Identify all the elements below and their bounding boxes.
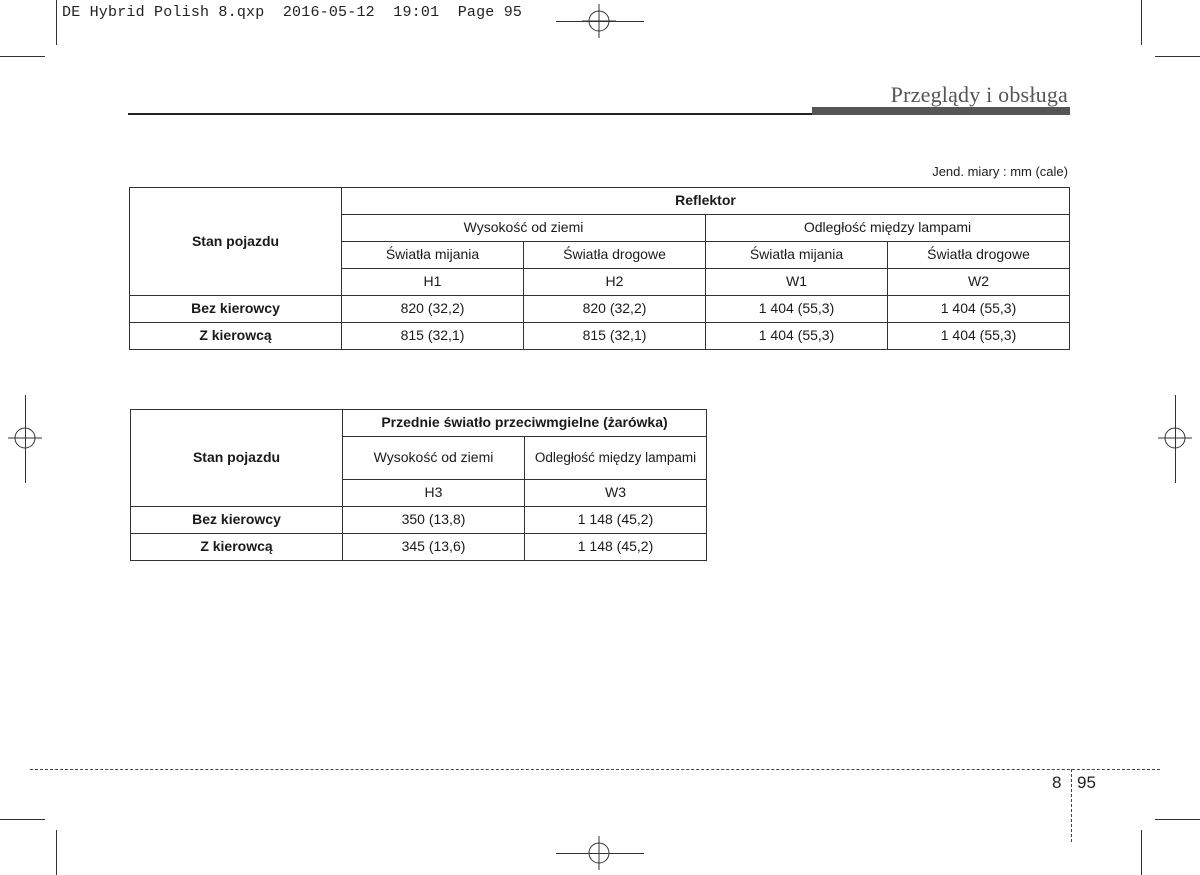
group-title: Reflektor (342, 188, 1070, 215)
table-cell: 1 148 (45,2) (525, 507, 707, 534)
row-label: Bez kierowcy (130, 296, 342, 323)
column-code: H1 (342, 269, 524, 296)
column-code: H2 (524, 269, 706, 296)
page-number: 95 (1077, 773, 1096, 792)
crop-mark (1141, 0, 1142, 45)
section-title: Przeglądy i obsługa (890, 82, 1068, 107)
row-header-label: Stan pojazdu (130, 188, 342, 296)
registration-mark-line (25, 395, 26, 483)
header-rule-accent (812, 107, 1070, 115)
row-label: Bez kierowcy (131, 507, 343, 534)
crop-mark (56, 0, 57, 45)
slug-date: 2016-05-12 (282, 4, 375, 21)
column-code: W2 (888, 269, 1070, 296)
registration-mark-line (556, 853, 644, 854)
column-header: Światła drogowe (524, 242, 706, 269)
header-rule (128, 113, 812, 115)
row-header-label: Stan pojazdu (131, 410, 343, 507)
slug-time: 19:01 (393, 4, 440, 21)
crop-mark (1155, 819, 1200, 820)
table-cell: 815 (32,1) (342, 323, 524, 350)
table-cell: 350 (13,8) (343, 507, 525, 534)
column-header: Wysokość od ziemi (343, 437, 525, 480)
table-cell: 1 404 (55,3) (888, 296, 1070, 323)
registration-mark-line (1175, 395, 1176, 483)
table-row (130, 188, 1070, 215)
row-label: Z kierowcą (130, 323, 342, 350)
table-row (130, 296, 1070, 323)
table-row (131, 507, 707, 534)
fog-lamp-aiming-table (130, 409, 707, 561)
printer-slug (62, 4, 522, 21)
crop-mark (56, 830, 57, 875)
table-cell: 1 404 (55,3) (888, 323, 1070, 350)
table-cell: 345 (13,6) (343, 534, 525, 561)
table-cell: 815 (32,1) (524, 323, 706, 350)
table-cell: 1 404 (55,3) (706, 323, 888, 350)
column-code: W1 (706, 269, 888, 296)
footer-page-divider (1071, 769, 1072, 842)
table-row (131, 410, 707, 437)
crop-mark (1155, 56, 1200, 57)
column-header: Światła mijania (342, 242, 524, 269)
slug-file: DE Hybrid Polish 8.qxp (62, 4, 265, 21)
column-header: Światła drogowe (888, 242, 1070, 269)
slug-page: Page 95 (457, 4, 523, 21)
table-cell: 1 148 (45,2) (525, 534, 707, 561)
subgroup-header: Odległość między lampami (706, 215, 1070, 242)
table-cell: 820 (32,2) (342, 296, 524, 323)
registration-mark-line (556, 21, 644, 22)
column-header: Światła mijania (706, 242, 888, 269)
table-cell: 820 (32,2) (524, 296, 706, 323)
crop-mark (1141, 830, 1142, 875)
chapter-number: 8 (1052, 773, 1062, 792)
crop-mark (0, 56, 45, 57)
footer-divider (30, 769, 1160, 770)
column-code: H3 (343, 480, 525, 507)
row-label: Z kierowcą (131, 534, 343, 561)
group-title: Przednie światło przeciwmgielne (żarówka) (343, 410, 707, 437)
column-header: Odległość między lampami (525, 437, 707, 480)
table-row (130, 323, 1070, 350)
headlamp-aiming-table (129, 187, 1070, 350)
crop-mark (0, 819, 45, 820)
column-code: W3 (525, 480, 707, 507)
table-row (131, 534, 707, 561)
table-cell: 1 404 (55,3) (706, 296, 888, 323)
units-note: Jend. miary : mm (cale) (932, 164, 1068, 179)
subgroup-header: Wysokość od ziemi (342, 215, 706, 242)
